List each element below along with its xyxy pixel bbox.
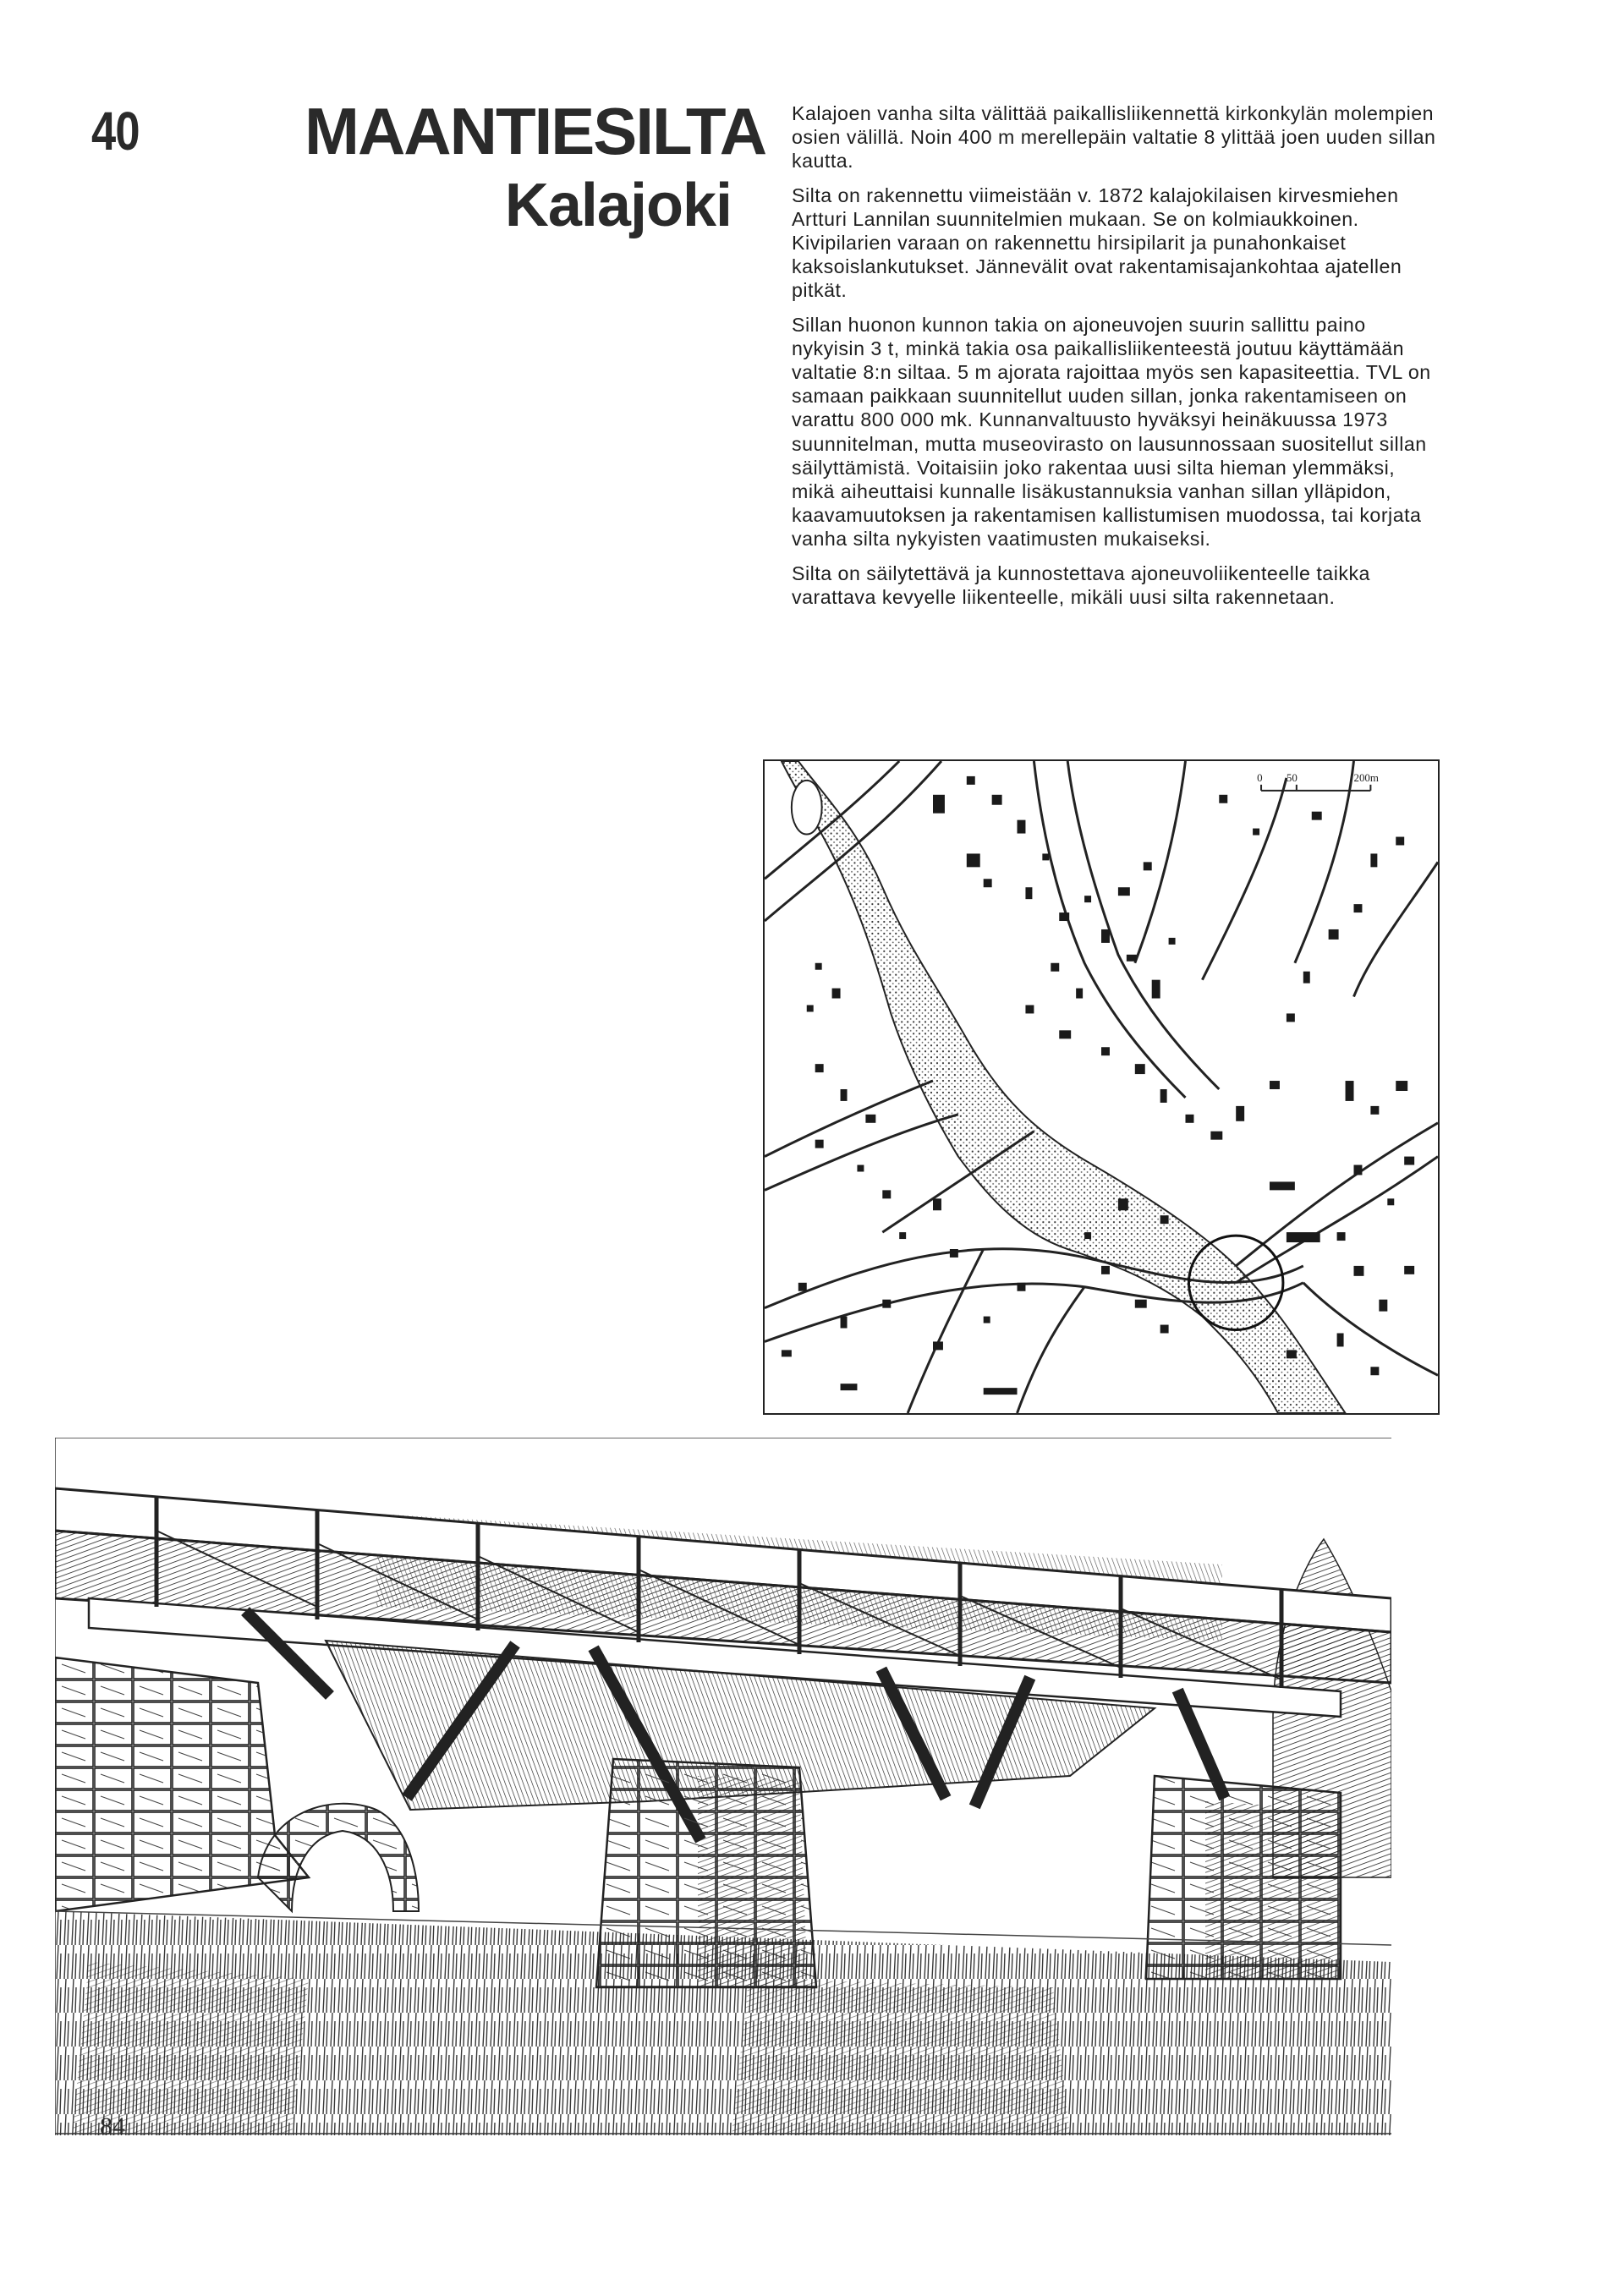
title-line-1: MAANTIESILTA bbox=[304, 94, 766, 168]
body-text bbox=[792, 101, 1436, 619]
scale-label-50: 50 bbox=[1286, 770, 1298, 784]
page-number: 84 bbox=[100, 2112, 125, 2140]
paragraph: Kalajoen vanha silta välittää paikallisliikennettä kirkonkylän molempien osien välillä. Noin 400 m merellepäin valtatie 8 ylittää joen uuden sillan kautta. bbox=[792, 102, 1436, 173]
bridge-illustration bbox=[55, 1438, 1391, 2135]
stone-arch bbox=[258, 1804, 419, 1911]
title-line-2: Kalajoki bbox=[504, 172, 732, 239]
buildings bbox=[782, 776, 1414, 1395]
entry-number: 40 bbox=[91, 101, 140, 162]
paragraph: Sillan huonon kunnon takia on ajoneuvojen suurin sallittu paino nykyisin 3 t, minkä takia osa paikallisliikenteestä joutuu käyttämään valtatie 8:n siltaa. 5 m ajorata rajoittaa myös sen kapasiteettia. TVL on samaan paikkaan suunnitellut uuden sillan, jonka rakentamiseen on varattu 800 000 mk. Kunnanvaltuusto hyväksyi heinäkuussa 1973 suunnitelman, mutta museovirasto on lausunnossaan suositellut sillan säilyttämistä. Voitaisiin joko rakentaa uusi silta hieman ylemmäksi, mikä aiheuttaisi kunnalle lisäkustannuksia vanhan sillan ylläpidon, kaavamuutoksen ja rakentamisen kallistumisen muodossa, tai korjata vanha silta nykyisten vaatimusten mukaiseksi. bbox=[792, 313, 1431, 551]
location-map bbox=[763, 759, 1440, 1415]
paragraph: Silta on rakennettu viimeistään v. 1872 kalajokilaisen kirvesmiehen Artturi Lannilan suunnitelmien mukaan. Se on kolmiaukkoinen. Kivipilarien varaan on rakennettu hirsipilarit ja punahonkaiset kaksoislankutukset. Jännevälit ovat rakentamisajankohtaa ajatellen pitkät. bbox=[792, 184, 1402, 302]
foreground-grass bbox=[732, 1979, 1070, 2135]
scale-label-0: 0 bbox=[1257, 770, 1263, 784]
map-drawing bbox=[765, 761, 1438, 1413]
river-island bbox=[792, 781, 822, 835]
paragraph: Silta on säilytettävä ja kunnostettava ajoneuvoliikenteelle taikka varattava kevyelle liikenteelle, mikäli uusi silta rakennetaan. bbox=[792, 562, 1370, 608]
page-title bbox=[304, 93, 766, 242]
pier-shadow bbox=[1205, 1801, 1341, 1979]
foreground-grass bbox=[72, 1962, 309, 2135]
scale-bar bbox=[1261, 785, 1370, 791]
scale-label-200: 200m bbox=[1353, 770, 1379, 784]
bridge-drawing bbox=[55, 1438, 1391, 2135]
